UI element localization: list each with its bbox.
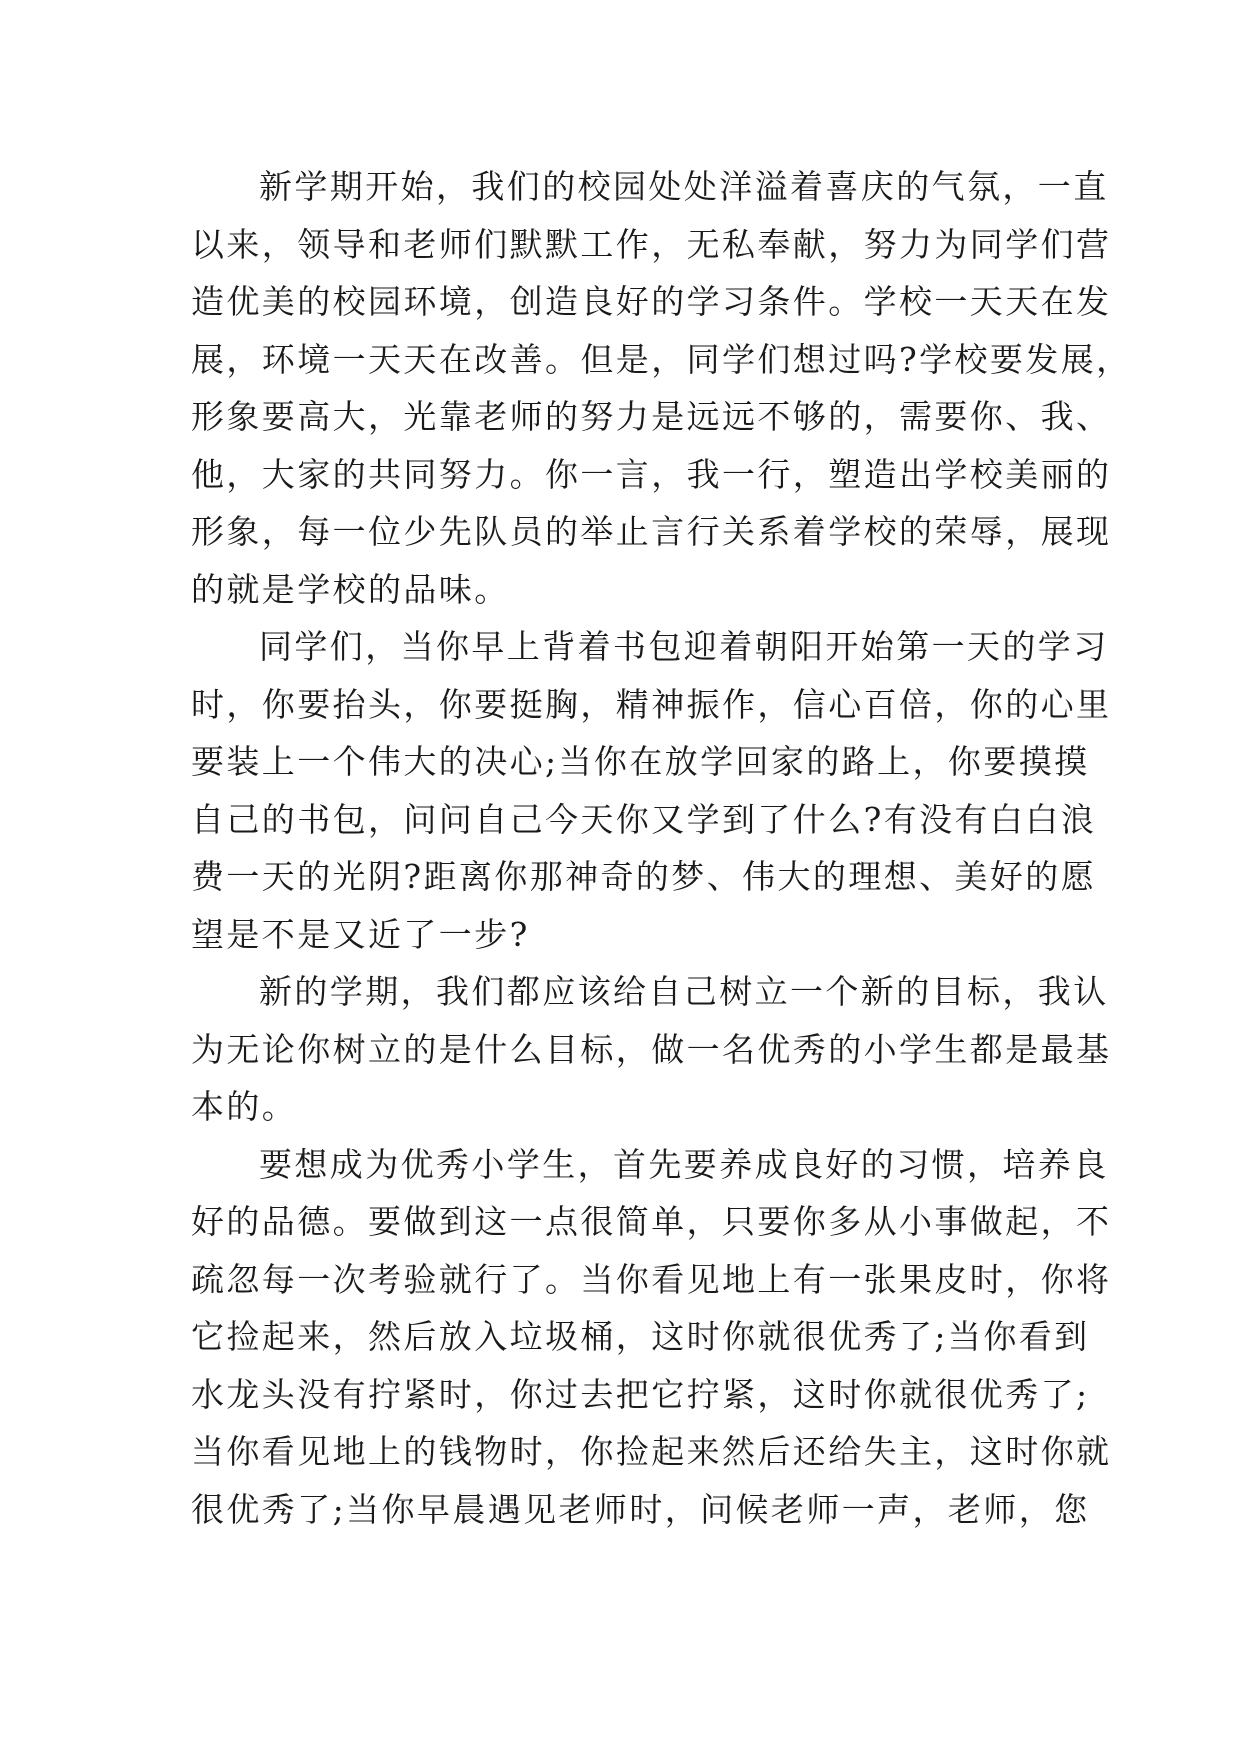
text-line: 它捡起来，然后放入垃圾桶，这时你就很优秀了;当你看到 [191, 1317, 1090, 1356]
text-line: 时，你要抬头，你要挺胸，精神振作，信心百倍，你的心里 [191, 684, 1112, 724]
text-line: 新学期开始，我们的校园处处洋溢着喜庆的气氛，一直 [259, 167, 1109, 206]
text-line: 展，环境一天天在改善。但是，同学们想过吗?学校要发展， [191, 339, 1132, 379]
text-line: 水龙头没有拧紧时，你过去把它拧紧，这时你就很优秀了; [191, 1374, 1090, 1414]
text-line: 要想成为优秀小学生，首先要养成良好的习惯，培养良 [259, 1144, 1109, 1184]
text-line: 费一天的光阴?距离你那神奇的梦、伟大的理想、美好的愿 [191, 857, 1097, 896]
text-line: 的就是学校的品味。 [191, 569, 510, 609]
text-line: 为无论你树立的是什么目标，做一名优秀的小学生都是最基 [191, 1029, 1112, 1069]
text-line: 望是不是又近了一步? [191, 914, 530, 954]
text-line: 他，大家的共同努力。你一言，我一行，塑造出学校美丽的 [191, 454, 1112, 494]
text-line: 同学们，当你早上背着书包迎着朝阳开始第一天的学习 [259, 627, 1109, 666]
body-text [191, 158, 1132, 1538]
text-line: 本的。 [191, 1087, 298, 1126]
text-line: 当你看见地上的钱物时，你捡起来然后还给失主，这时你就 [191, 1432, 1112, 1471]
text-line: 以来，领导和老师们默默工作，无私奉献，努力为同学们营 [191, 224, 1112, 264]
text-line: 形象要高大，光靠老师的努力是远远不够的，需要你、我、 [191, 397, 1112, 436]
text-line: 好的品德。要做到这一点很简单，只要你多从小事做起，不 [191, 1202, 1112, 1241]
text-line: 要装上一个伟大的决心;当你在放学回家的路上，你要摸摸 [191, 742, 1090, 781]
text-line: 造优美的校园环境，创造良好的学习条件。学校一天天在发 [191, 282, 1112, 321]
text-line: 很优秀了;当你早晨遇见老师时，问候老师一声，老师，您 [191, 1489, 1090, 1529]
text-line: 自己的书包，问问自己今天你又学到了什么?有没有白白浪 [191, 799, 1097, 839]
text-line: 新的学期，我们都应该给自己树立一个新的目标，我认 [259, 972, 1109, 1011]
text-line: 疏忽每一次考验就行了。当你看见地上有一张果皮时，你将 [191, 1259, 1112, 1299]
text-line: 形象，每一位少先队员的举止言行关系着学校的荣辱，展现 [191, 512, 1112, 551]
